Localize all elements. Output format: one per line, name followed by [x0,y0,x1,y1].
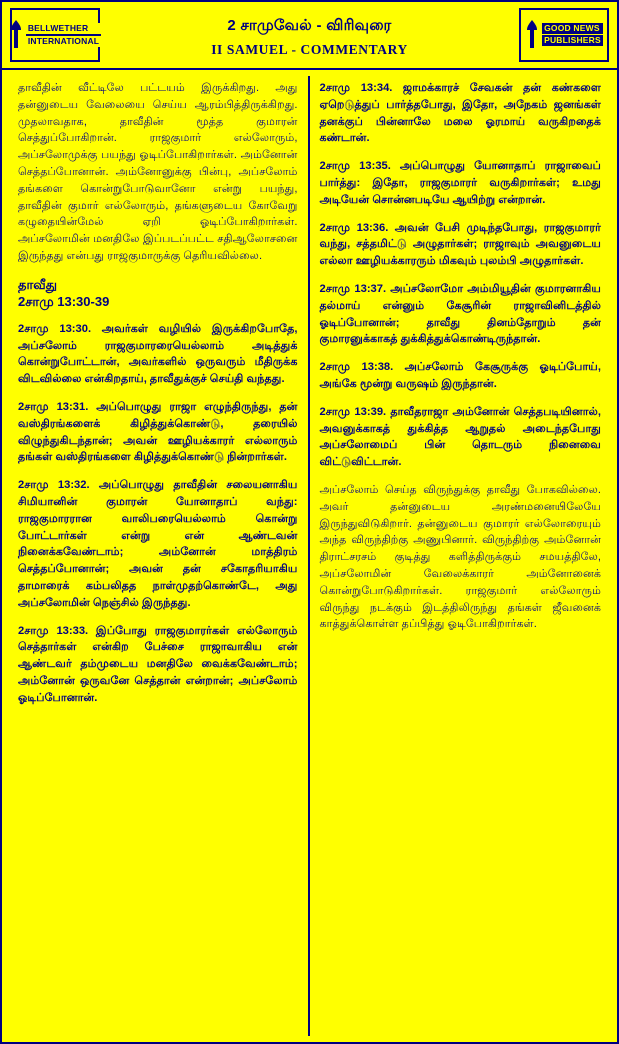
verse-paragraph: 2சாமு 13:30. அவர்கள் வழியில் இருக்கிறபோதே, அப்சலோம் ராஜகுமாரரையெல்லாம் அடித்துக் கொன்றுபோட்டான், அவர்களில் ஒருவரும் மீதிருக்க விடவில்லை என்கிறதாய், தாவீதுக்குச் செய்தி வந்தது. [18,322,298,386]
logo-right-line2: PUBLISHERS [544,35,601,45]
logo-left-line1: BELLWETHER [26,23,101,35]
publisher-logo-right [519,8,609,62]
torch-icon [9,20,23,50]
closing-paragraph: அப்சலோம் செய்த விருந்துக்கு தாவீது போகவில்லை. அவர் தன்னுடைய அரண்மனையிலேயே இருந்துவிடுகிறார். தன்னுடைய குமாரர் எல்லோரையும் அந்த விருந்திற்கு அணுபினார். விருந்திற்கு அம்னோன் திராட்சரசம் குடித்து களித்திருக்கும் சமயத்திலே, அப்சலோமின் வேலைக்காரர் அம்னோனைக் கொன்றுபோடுகிறார்கள். ராஜகுமார் எல்லோரும் விருந்து நடக்கும் இடத்திலிருந்து தங்கள் ஜீவனைக் காத்துக்கொள்ள தப்பித்து ஓடிபோகிறார்கள். [319,483,601,631]
title-block [100,2,519,68]
page-title-english: II SAMUEL - COMMENTARY [211,41,408,57]
logo-right-line1: GOOD NEWS [542,23,603,34]
section-heading-line2: 2சாமு 13:30-39 [18,294,110,310]
right-column [310,76,612,1036]
page-body [2,70,617,1042]
logo-right-inner [521,20,607,50]
intro-paragraph: தாவீதின் வீட்டிலே பட்டயம் இருக்கிறது. அது தன்னுடைய வேலையை செய்ய ஆரம்பித்திருக்கிறது. முதலாவதாக, தாவீதின் மூத்த குமாரன் செத்துப்போகிறான். ராஜகுமார் எல்லோரும், அப்சலோமுக்கு பயந்து ஓடிப்போகிறார்கள். அம்னோன் செத்தப்போனான். அம்னோனுக்கு பின்பு, அப்சலோம் தங்களை கொன்றுபோடுவானோ என்று பயந்து, தாவீதின் குமார் எல்லோரும், தங்களுடைய கோவேறு கழுதையின்மேல் ஏறி ஓடிப்போகிறார்கள். அப்சலோமின் மனதிலே இப்படப்பட்ட சதிஆலோசனை இருந்தது என்பது ராஜகுமாருக்கு தெரியவில்லை. [18,82,298,262]
verse-paragraph: 2சாமு 13:39. தாவீதராஜா அம்னோன் செத்தபடியினால், அவனுக்காகத் துக்கித்த ஆறுதல் அடைந்தபோது அப்சலோமைப் பின் தொடரும் நினைவை விட்டுவிட்டான். [319,405,601,469]
section-heading-line1: தாவீது [18,276,57,292]
section-heading [18,276,298,311]
page-title-tamil: 2 சாமுவேல் - விரிவுரை [227,16,392,34]
publisher-logo-left [10,8,100,62]
verse-paragraph: 2சாமு 13:31. அப்பொழுது ராஜா எழுந்திருந்து, தன் வஸ்திரங்களைக் கிழித்துக்கொண்டு, தரையில் விழுந்துகிடந்தான்; அவன் ஊழியக்காரர் எல்லாரும் தங்கள் வஸ்திரங்களை கிழித்துக்கொண்டு நின்றார்கள். [18,401,298,464]
verse-paragraph: 2சாமு 13:35. அப்பொழுது யோனாதாப் ராஜாவைப் பார்த்து: இதோ, ராஜகுமாரர் வருகிறார்கள்; உமது அடியேன் சொன்னபடியே ஆயிற்று என்றான். [319,160,601,206]
logo-left-words [26,23,101,47]
logo-left-inner [12,20,98,50]
verse-paragraph: 2சாமு 13:32. அப்பொழுது தாவீதின் சலையனாகிய சிமியானின் குமாரன் யோனாதாப் வந்து: ராஜகுமாரரான வாலிபரையெல்லாம் கொன்று போட்டார்கள் என்று என் ஆண்டவன் நினைக்கவேண்டாம்; அம்னோன் மாத்திரம் செத்தப்போனான்; அவன் தன் சகோதரியாகிய தாமாரைக் கம்பலிதத நாள்முதற்கொண்டே, அது அப்சலோமின் நெஞ்சில் இருந்தது. [18,479,298,609]
verse-paragraph: 2சாமு 13:34. ஜாமக்காரச் சேவகன் தன் கண்களை ஏறெடுத்துப் பார்த்தபோது, இதோ, அநேகம் ஜனங்கள் தனக்குப் பின்னாலே மலை ஓரமாய் வருகிறதைக் கண்டான். [319,82,601,145]
logo-left-line2: INTERNATIONAL [27,36,100,46]
logo-right-words [542,23,603,47]
verse-paragraph: 2சாமு 13:33. இப்போது ராஜகுமாரர்கள் எல்லோரும் செத்தார்கள் என்கிற பேச்சை ராஜாவாகிய என் ஆண்டவர் தம்முடைய மனதிலே வைக்கவேண்டாம்; அம்னோன் ஒருவனே செத்தான் என்றான்; அப்சலோம் ஓடிப்போனான். [18,624,298,704]
verse-paragraph: 2சாமு 13:37. அப்சலோமோ அம்மியூதின் குமாரனாகிய தல்மாய் என்னும் கேசூரின் ராஜாவினிடத்தில் ஓடிப்போனான்; தாவீது தினம்தோறும் தன் குமாரனுக்காகத் துக்கித்துக்கொண்டிருந்தான். [319,282,601,346]
page-header [2,2,617,70]
torch-icon [525,20,539,50]
left-column [8,76,310,1036]
verse-paragraph: 2சாமு 13:38. அப்சலோம் கேசூருக்கு ஓடிப்போய், அங்கே மூன்று வருஷம் இருந்தான். [319,361,601,390]
verse-paragraph: 2சாமு 13:36. அவன் பேசி முடிந்தபோது, ராஜகுமாரர் வந்து, சத்தமிட்டு அழுதார்கள்; ராஜாவும் அவனுடைய எல்லா ஊழியக்காரரும் மிகவும் புலம்பி அழுதார்கள். [319,221,601,268]
